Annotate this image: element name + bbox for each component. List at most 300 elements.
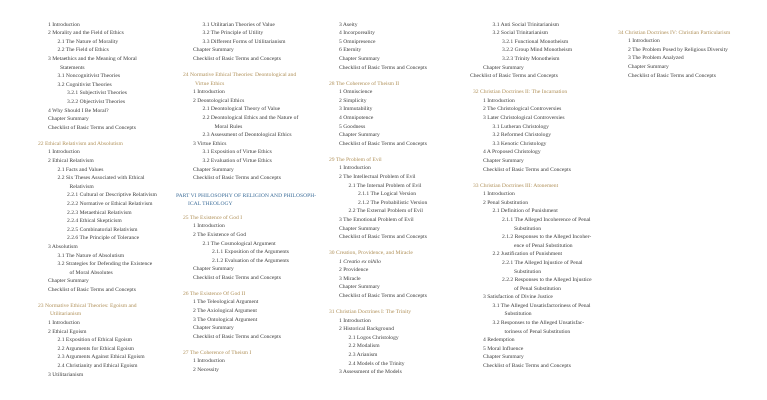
toc-entry-label: 2.4 Models of the Trinity [348, 360, 405, 367]
toc-chapter-heading[interactable] [329, 80, 427, 89]
toc-entry-continuation: Utilitarianism [50, 311, 82, 318]
toc-entry[interactable] [183, 97, 316, 106]
toc-entry-label: Chapter Summary [48, 278, 89, 285]
toc-entry[interactable] [329, 351, 427, 360]
toc-entry[interactable] [329, 55, 427, 64]
toc-entry[interactable] [38, 362, 157, 371]
toc-entry[interactable] [38, 115, 157, 124]
toc-entry-label: Chapter Summary [193, 47, 234, 54]
toc-entry-label: Chapter Summary [339, 225, 380, 232]
toc-entry[interactable] [473, 148, 592, 157]
toc-entry[interactable] [183, 274, 316, 283]
toc-entry-label: 2 The Existence of God [193, 231, 247, 238]
toc-entry-label: 2.1 Facts and Values [57, 166, 104, 173]
toc-entry[interactable] [329, 164, 427, 173]
toc-entry[interactable] [38, 286, 157, 295]
toc-entry-label: 3.3 Kenotic Christology [492, 140, 547, 147]
toc-entry-label: Chapter Summary [48, 116, 89, 123]
toc-entry[interactable] [473, 353, 592, 362]
toc-entry[interactable] [38, 328, 157, 337]
toc-entry-label: Checklist of Basic Terms and Concepts [48, 286, 136, 293]
toc-entry[interactable] [473, 336, 592, 345]
toc-entry[interactable] [183, 174, 316, 183]
toc-entry[interactable] [329, 131, 427, 140]
toc-entry-label: 2 Morality and the Field of Ethics [48, 30, 124, 37]
toc-entry-label: 3.3 Different Forms of Utilitarianism [202, 38, 286, 45]
toc-entry-label: Chapter Summary [339, 56, 380, 63]
toc-entry-label: 2.1.1 The Alleged Incoherence of Penal [502, 216, 591, 223]
toc-entry-label: 3 Satisfaction of Divine Justice [483, 294, 553, 301]
toc-entry[interactable] [183, 265, 316, 274]
toc-entry[interactable] [38, 234, 157, 243]
toc-chapter-heading[interactable] [329, 249, 427, 258]
toc-entry-label: 3 Later Christological Controversies [483, 115, 565, 122]
toc-entry-label: 3.2 Strategies for Defending the Existence [57, 261, 153, 268]
toc-entry[interactable] [183, 46, 316, 55]
toc-entry-label: 34 Christian Doctrines IV: Christian Particularism [618, 29, 731, 36]
toc-entry[interactable] [38, 38, 157, 47]
toc-entry[interactable] [618, 54, 730, 63]
toc-entry[interactable] [329, 216, 427, 225]
toc-entry-label: 2.2.6 The Principle of Tolerance [67, 235, 140, 242]
toc-entry[interactable] [183, 248, 316, 257]
toc-column-1 [38, 21, 157, 380]
toc-entry-label: Chapter Summary [483, 157, 524, 164]
toc-entry-label: Checklist of Basic Terms and Concepts [193, 274, 281, 281]
toc-entry[interactable] [38, 46, 157, 55]
toc-entry-label: 3.2 The Principle of Utility [202, 30, 264, 37]
toc-entry[interactable] [38, 174, 157, 191]
toc-entry-label: 5 Omnipresence [339, 38, 376, 45]
toc-entry-label: 31 Christian Doctrines I: The Trinity [329, 309, 412, 316]
toc-entry[interactable] [473, 64, 592, 73]
toc-entry[interactable] [473, 207, 592, 216]
toc-entry-label: 2 Ethical Egoism [48, 328, 87, 335]
toc-entry[interactable] [38, 252, 157, 261]
toc-entry[interactable] [183, 157, 316, 166]
toc-entry[interactable] [329, 64, 427, 73]
toc-entry-label: 2.2.1 The Alleged Injustice of Penal [502, 259, 583, 266]
toc-entry[interactable] [329, 334, 427, 343]
toc-entry-label: 2 The Intellectual Problem of Evil [339, 173, 416, 180]
toc-entry[interactable] [473, 259, 592, 276]
toc-entry-label: 2.1 The Cosmological Argument [202, 240, 276, 247]
toc-entry-label: 1 Introduction [48, 21, 80, 28]
toc-entry-continuation: Relativism [69, 183, 94, 190]
toc-entry-label: 2 Simplicity [339, 97, 367, 104]
toc-entry[interactable] [473, 157, 592, 166]
toc-entry[interactable] [183, 357, 316, 366]
toc-entry-label: 3.1 Lutheran Christology [492, 123, 549, 130]
toc-entry-label: 2 Providence [339, 267, 369, 274]
toc-entry[interactable] [473, 21, 592, 30]
toc-entry[interactable] [38, 209, 157, 218]
toc-entry-label: 26 The Existence Of God II [183, 290, 246, 297]
toc-entry[interactable] [38, 166, 157, 175]
toc-entry-label: Chapter Summary [628, 64, 669, 71]
toc-entry-continuation: toriness of Penal Substitution [504, 328, 571, 335]
toc-entry[interactable] [183, 140, 316, 149]
toc-entry-label: 28 The Coherence of Theism II [329, 80, 400, 87]
toc-entry[interactable] [38, 345, 157, 354]
toc-entry[interactable] [183, 307, 316, 316]
toc-chapter-heading[interactable] [183, 214, 316, 223]
toc-entry-label: 3 The Problem Analyzed [628, 55, 684, 62]
toc-entry-label: 32 Christian Doctrines II: The Incarnation [473, 89, 568, 96]
toc-entry-label: 1 Introduction [193, 223, 225, 230]
toc-entry-label: 3.2.2 Group Mind Monotheism [502, 47, 573, 54]
toc-entry[interactable] [183, 131, 316, 140]
toc-entry-label: 2.2 Modalism [348, 343, 380, 350]
toc-chapter-heading[interactable] [38, 302, 157, 319]
toc-entry[interactable] [183, 316, 316, 325]
toc-entry-label: Checklist of Basic Terms and Concepts [483, 363, 571, 370]
toc-entry[interactable] [329, 88, 427, 97]
toc-entry[interactable] [183, 324, 316, 333]
toc-entry-label: Chapter Summary [483, 64, 524, 71]
toc-entry[interactable] [329, 190, 427, 199]
toc-entry-label: 1 Introduction [339, 317, 371, 324]
toc-entry[interactable] [38, 277, 157, 286]
toc-entry[interactable] [329, 292, 427, 301]
toc-entry[interactable] [183, 29, 316, 38]
toc-entry-label: 2.1.2 Evaluation of the Arguments [212, 257, 289, 264]
toc-chapter-heading[interactable] [183, 71, 316, 88]
toc-entry[interactable] [329, 21, 427, 30]
toc-entry-label: 3.2 Social Trinitarianism [492, 30, 548, 37]
toc-entry[interactable] [473, 131, 592, 140]
toc-entry[interactable] [473, 199, 592, 208]
toc-entry[interactable] [38, 81, 157, 90]
toc-entry[interactable] [183, 148, 316, 157]
toc-entry-continuation: Moral Rules [214, 123, 243, 130]
toc-entry-label: 5 Moral Influence [483, 345, 524, 352]
toc-entry[interactable] [473, 140, 592, 149]
toc-entry[interactable] [329, 105, 427, 114]
toc-entry[interactable] [183, 231, 316, 240]
toc-entry-label: 3.2.1 Subjectivist Theories [67, 90, 127, 97]
toc-entry-label: 2.2 Deontological Ethics and the Nature of [202, 115, 299, 122]
toc-entry-label: Checklist of Basic Terms and Concepts [339, 140, 427, 147]
toc-entry[interactable] [473, 105, 592, 114]
toc-entry-label: 1 Creatio ex nihilo [339, 258, 381, 265]
toc-entry-label: 3 The Ontological Argument [193, 316, 258, 323]
toc-entry-label: 1 Introduction [48, 149, 80, 156]
toc-entry[interactable] [473, 190, 592, 199]
toc-entry-label: 2.2.1 Cultural or Descriptive Relativism [67, 192, 157, 199]
toc-entry[interactable] [329, 258, 427, 267]
toc-entry[interactable] [183, 105, 316, 114]
toc-entry-label: 23 Normative Ethical Theories: Egoism and [38, 302, 137, 309]
toc-entry-label: 29 The Problem of Evil [329, 156, 382, 163]
toc-chapter-heading[interactable] [183, 290, 316, 299]
toc-entry[interactable] [473, 345, 592, 354]
toc-entry-label: 3 Absolutism [48, 243, 78, 250]
toc-entry-label: 1 Introduction [483, 191, 515, 198]
toc-entry-label: 3 Utilitarianism [48, 371, 84, 378]
toc-entry[interactable] [183, 114, 316, 131]
toc-entry[interactable] [38, 21, 157, 30]
toc-entry[interactable] [473, 29, 592, 38]
toc-entry-label: 1 Omniscience [339, 89, 373, 96]
toc-entry[interactable] [329, 317, 427, 326]
toc-entry[interactable] [38, 72, 157, 81]
toc-entry-label: 2.2 Arguments for Ethical Egoism [57, 345, 134, 352]
toc-entry-label: 2.1 The Nature of Morality [57, 38, 119, 45]
toc-entry-label: 2.1 Definition of Punishment [492, 208, 558, 215]
toc-entry[interactable] [618, 72, 730, 81]
toc-entry-label: 2.1 Exposition of Ethical Egoism [57, 337, 132, 344]
toc-entry[interactable] [473, 216, 592, 233]
toc-entry[interactable] [329, 360, 427, 369]
toc-entry[interactable] [473, 46, 592, 55]
toc-entry-label: 1 The Teleological Argument [193, 299, 259, 306]
toc-entry-label: 3.2.1 Functional Monotheism [502, 38, 569, 45]
toc-entry-label: 2.1 The Internal Problem of Evil [348, 182, 422, 189]
toc-entry-label: 2 The Problem Posed by Religious Diversity [628, 46, 728, 53]
toc-entry[interactable] [329, 325, 427, 334]
toc-entry-label: 3.1 The Nature of Absolutism [57, 252, 125, 259]
toc-entry[interactable] [329, 173, 427, 182]
toc-entry[interactable] [38, 107, 157, 116]
toc-entry[interactable] [329, 266, 427, 275]
toc-entry-label: Checklist of Basic Terms and Concepts [193, 56, 281, 63]
toc-entry[interactable] [473, 55, 592, 64]
toc-entry[interactable] [329, 140, 427, 149]
toc-entry[interactable] [38, 124, 157, 133]
toc-entry[interactable] [473, 97, 592, 106]
toc-entry-continuation: Virtue Ethics [195, 80, 225, 87]
toc-chapter-heading[interactable] [618, 29, 730, 38]
toc-entry[interactable] [38, 157, 157, 166]
toc-entry[interactable] [329, 225, 427, 234]
toc-entry-label: Chapter Summary [339, 132, 380, 139]
toc-entry[interactable] [329, 114, 427, 123]
toc-entry[interactable] [329, 342, 427, 351]
toc-entry[interactable] [473, 114, 592, 123]
toc-entry-label: 2.2 The Field of Ethics [57, 47, 109, 54]
toc-entry-label: Checklist of Basic Terms and Concepts [339, 293, 427, 300]
toc-entry-label: Chapter Summary [193, 166, 234, 173]
toc-entry-continuation: ICAL THEOLOGY [188, 201, 233, 208]
toc-entry[interactable] [473, 38, 592, 47]
toc-entry-label: 3.2 Cognitivist Theories [57, 81, 112, 88]
toc-entry-label: 2.3 Arianism [348, 352, 378, 359]
toc-entry-label: 2 Necessity [193, 367, 219, 374]
toc-entry[interactable] [38, 98, 157, 107]
toc-entry-label: 2.1.2 Responses to the Alleged Incoher- [502, 234, 592, 241]
toc-entry[interactable] [38, 89, 157, 98]
toc-entry[interactable] [38, 55, 157, 72]
toc-entry-label: 24 Normative Ethical Theories: Deontological and [183, 72, 297, 79]
toc-entry-label: Chapter Summary [193, 325, 234, 332]
toc-entry-label: 1 Introduction [483, 97, 515, 104]
toc-entry[interactable] [473, 362, 592, 371]
toc-entry[interactable] [183, 21, 316, 30]
toc-entry[interactable] [329, 38, 427, 47]
toc-chapter-heading[interactable] [329, 156, 427, 165]
toc-entry-label: 2.2 The External Problem of Evil [348, 208, 423, 215]
toc-entry-label: 3.1 Noncognitivist Theories [57, 73, 121, 80]
toc-entry[interactable] [38, 319, 157, 328]
toc-entry-label: 3 Aseity [339, 21, 358, 28]
toc-entry-label: 3 Miracle [339, 275, 361, 282]
toc-entry-label: 2.2 Justification of Punishment [492, 251, 563, 258]
toc-entry[interactable] [38, 260, 157, 277]
toc-entry[interactable] [38, 336, 157, 345]
toc-entry-label: 2 Ethical Relativism [48, 157, 94, 164]
toc-entry[interactable] [470, 72, 592, 81]
toc-entry-label: 2.1.2 The Probabilistic Version [358, 199, 428, 206]
toc-entry[interactable] [183, 333, 316, 342]
toc-entry-label: 1 Introduction [193, 358, 225, 365]
toc-entry-label: 5 Goodness [339, 123, 366, 130]
toc-entry[interactable] [183, 366, 316, 375]
toc-entry-label: 2 Historical Background [339, 326, 394, 333]
toc-entry-label: 3.2.2 Objectivist Theories [67, 99, 125, 106]
toc-entry-label: 3 Immutability [339, 106, 373, 113]
toc-entry[interactable] [473, 250, 592, 259]
toc-entry-label: 3.2.3 Trinity Monotheism [502, 56, 560, 63]
toc-entry[interactable] [183, 257, 316, 266]
toc-entry-label: 4 Omnipotence [339, 115, 374, 122]
toc-entry-label: Chapter Summary [193, 266, 234, 273]
toc-entry[interactable] [473, 123, 592, 132]
toc-entry[interactable] [38, 29, 157, 38]
toc-entry-label: 2.2.4 Ethical Skepticism [67, 218, 122, 225]
toc-entry-label: 2.2.2 Normative or Ethical Relativism [67, 200, 153, 207]
toc-entry-label: 3.1 Exposition of Virtue Ethics [202, 149, 272, 156]
toc-entry-label: Chapter Summary [339, 284, 380, 291]
toc-entry-label: 2.1 Deontological Theory of Value [202, 106, 281, 113]
toc-entry-label: Checklist of Basic Terms and Concepts [470, 73, 558, 80]
toc-entry[interactable] [38, 371, 157, 380]
toc-entry[interactable] [329, 368, 427, 377]
toc-entry[interactable] [618, 37, 730, 46]
toc-entry[interactable] [618, 46, 730, 55]
toc-entry-label: 3.2 Reformed Christology [492, 132, 552, 139]
toc-entry-label: PART VI PHILOSOPHY OF RELIGION AND PHILOSOPH- [176, 192, 317, 199]
toc-entry[interactable] [329, 29, 427, 38]
toc-entry-continuation: of Penal Substitution [514, 285, 561, 292]
toc-entry-label: 4 Redemption [483, 337, 515, 344]
toc-entry-label: 2.1.1 The Logical Version [358, 191, 417, 198]
toc-column-2 [176, 21, 317, 375]
toc-entry[interactable] [329, 233, 427, 242]
toc-entry-label: 1 Introduction [628, 38, 660, 45]
toc-entry-label: 3.2 Evaluation of Virtue Ethics [202, 157, 272, 164]
toc-entry[interactable] [329, 46, 427, 55]
toc-entry-label: 2.1.1 Exposition of the Arguments [212, 249, 289, 256]
toc-chapter-heading[interactable] [473, 88, 592, 97]
toc-entry[interactable] [473, 276, 592, 293]
toc-entry-label: Checklist of Basic Terms and Concepts [193, 333, 281, 340]
toc-entry-label: Checklist of Basic Terms and Concepts [48, 124, 136, 131]
toc-entry-label: 3.1 Anti Social Trinitarianism [492, 21, 560, 28]
toc-entry[interactable] [329, 199, 427, 208]
toc-entry-label: 4 Incorporeality [339, 30, 375, 37]
toc-entry[interactable] [38, 217, 157, 226]
toc-column-3 [329, 21, 427, 377]
toc-entry-label: 27 The Coherence of Theism I [183, 349, 252, 356]
toc-entry[interactable] [473, 302, 592, 319]
toc-entry-label: 22 Ethical Relativism and Absolutism [38, 140, 123, 147]
toc-entry-label: 1 Introduction [48, 320, 80, 327]
toc-entry[interactable] [183, 88, 316, 97]
toc-entry[interactable] [38, 191, 157, 200]
toc-entry-label: Checklist of Basic Terms and Concepts [628, 72, 716, 79]
toc-entry[interactable] [473, 166, 592, 175]
toc-entry-label: 2.2.3 Metaethical Relativism [67, 209, 132, 216]
toc-entry[interactable] [329, 97, 427, 106]
toc-chapter-heading[interactable] [183, 349, 316, 358]
toc-entry[interactable] [329, 207, 427, 216]
toc-entry[interactable] [329, 123, 427, 132]
toc-entry[interactable] [38, 353, 157, 362]
toc-entry-label: 6 Eternity [339, 47, 362, 54]
toc-entry[interactable] [183, 38, 316, 47]
toc-entry-label: 4 Why Should I Be Moral? [48, 107, 109, 114]
toc-entry-continuation: Statements [60, 64, 85, 71]
toc-entry[interactable] [329, 283, 427, 292]
toc-entry-label: Checklist of Basic Terms and Concepts [193, 175, 281, 182]
toc-entry[interactable] [183, 222, 316, 231]
toc-entry[interactable] [473, 319, 592, 336]
toc-entry-label: 2.3 Arguments Against Ethical Egoism [57, 354, 145, 361]
toc-entry-label: 3 Virtue Ethics [193, 140, 227, 147]
toc-entry-continuation: ence of Penal Substitution [514, 242, 573, 249]
toc-entry-label: 2.2.5 Combinatorial Relativism [67, 226, 138, 233]
toc-chapter-heading[interactable] [329, 308, 427, 317]
toc-chapter-heading[interactable] [473, 182, 592, 191]
toc-entry[interactable] [329, 275, 427, 284]
toc-entry-label: Chapter Summary [483, 354, 524, 361]
toc-entry-label: 4 A Proposed Christology [483, 149, 541, 156]
toc-entry-label: 2.2 Six Theses Associated with Ethical [57, 175, 145, 182]
toc-entry[interactable] [183, 240, 316, 249]
toc-entry-label: 2 The Christological Controversies [483, 106, 562, 113]
toc-entry[interactable] [38, 148, 157, 157]
toc-entry[interactable] [38, 200, 157, 209]
toc-entry-label: 30 Creation, Providence, and Miracle [329, 250, 413, 257]
toc-entry-label: 3.1 Utilitarian Theories of Value [202, 21, 275, 28]
toc-entry-label: 2 Deontological Ethics [193, 97, 245, 104]
toc-entry[interactable] [473, 233, 592, 250]
toc-entry-label: Checklist of Basic Terms and Concepts [339, 64, 427, 71]
toc-entry-label: 1 Introduction [193, 89, 225, 96]
toc-column-5 [618, 29, 730, 81]
toc-entry-continuation: Substitution [514, 225, 542, 232]
toc-entry-label: 3.1 The Alleged Unsatisfactoriness of Penal [492, 302, 591, 309]
toc-entry[interactable] [38, 226, 157, 235]
toc-part-heading[interactable] [176, 192, 316, 209]
toc-entry[interactable] [183, 166, 316, 175]
toc-entry[interactable] [473, 293, 592, 302]
toc-chapter-heading[interactable] [38, 140, 157, 149]
toc-entry-label: 3.2 Responses to the Alleged Unsatisfac- [492, 320, 585, 327]
toc-entry[interactable] [329, 182, 427, 191]
toc-entry-label: 2.4 Christianity and Ethical Egoism [57, 363, 138, 370]
toc-entry-label: Checklist of Basic Terms and Concepts [483, 166, 571, 173]
toc-entry-continuation: Substitution [514, 268, 542, 275]
toc-entry-continuation: Substitution [504, 311, 532, 318]
toc-entry[interactable] [618, 63, 730, 72]
toc-entry-label: 3 The Emotional Problem of Evil [339, 216, 414, 223]
toc-entry[interactable] [183, 55, 316, 64]
toc-entry[interactable] [38, 243, 157, 252]
toc-entry-continuation: of Moral Absolutes [69, 269, 113, 276]
toc-entry[interactable] [183, 298, 316, 307]
